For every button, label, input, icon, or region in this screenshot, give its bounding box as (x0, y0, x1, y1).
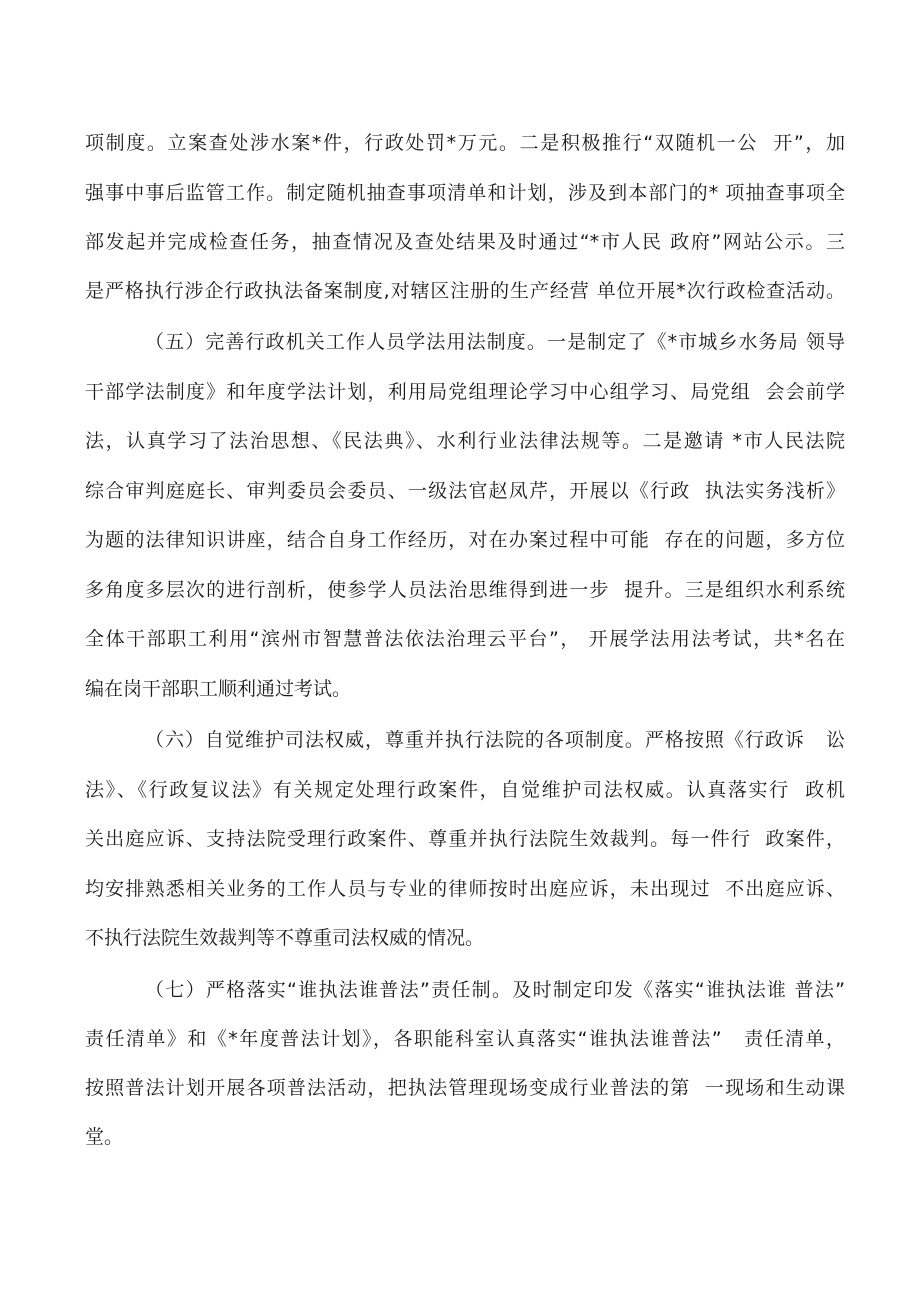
paragraph-3-line-2: 法》、《行政复议法》有关规定处理行政案件，自觉维护司法权威。认真落实行 政机 (85, 779, 845, 801)
paragraph-2-line-8: 编在岗干部职工顺利通过考试。 (85, 678, 352, 700)
paragraph-2-line-3: 法，认真学习了法治思想、《民法典》、水利行业法律法规等。二是邀请 *市人民法院 (85, 430, 845, 452)
paragraph-3-line-1: （六）自觉维护司法权威，尊重并执行法院的各项制度。严格按照《行政诉 讼 (145, 729, 845, 751)
paragraph-4-line-1: （七）严格落实“谁执法谁普法”责任制。及时制定印发《落实“谁执法谁 普法” (145, 979, 845, 1001)
paragraph-2-line-7: 全体干部职工利用“滨州市智慧普法依法治理云平台”， 开展学法用法考试，共*名在 (85, 628, 845, 650)
paragraph-2-line-2: 干部学法制度》和年度学法计划，利用局党组理论学习中心组学习、局党组 会会前学 (85, 381, 845, 403)
paragraph-3-line-5: 不执行法院生效裁判等不尊重司法权威的情况。 (85, 927, 485, 949)
paragraph-4-line-3: 按照普法计划开展各项普法活动，把执法管理现场变成行业普法的第 一现场和生动课 (85, 1077, 845, 1099)
paragraph-2-line-6: 多角度多层次的进行剖析，使参学人员法治思维得到进一步 提升。三是组织水利系统 (85, 579, 845, 601)
paragraph-4-line-4: 堂。 (85, 1126, 124, 1148)
paragraph-3-line-4: 均安排熟悉相关业务的工作人员与专业的律师按时出庭应诉，未出现过 不出庭应诉、 (85, 878, 845, 900)
paragraph-4-line-2: 责任清单》和《*年度普法计划》，各职能科室认真落实“谁执法谁普法” 责任清单， (85, 1028, 845, 1050)
paragraph-3-line-3: 关出庭应诉、支持法院受理行政案件、尊重并执行法院生效裁判。每一件行 政案件， (85, 828, 845, 850)
paragraph-1-line-3: 部发起并完成检查任务，抽查情况及查处结果及时通过“*市人民 政府”网站公示。三 (85, 231, 845, 253)
paragraph-2-line-4: 综合审判庭庭长、审判委员会委员、一级法官赵凤芹，开展以《行政 执法实务浅析》 (85, 480, 845, 502)
paragraph-2-line-5: 为题的法律知识讲座，结合自身工作经历，对在办案过程中可能 存在的问题，多方位 (85, 529, 845, 551)
paragraph-1-line-2: 强事中事后监管工作。制定随机抽查事项清单和计划，涉及到本部门的* 项抽查事项全 (85, 182, 845, 204)
paragraph-2-line-1: （五）完善行政机关工作人员学法用法制度。一是制定了《*市城乡水务局 领导 (145, 331, 845, 353)
paragraph-1-line-1: 项制度。立案查处涉水案*件，行政处罚*万元。二是积极推行“双随机一公 开”，加 (85, 132, 845, 154)
paragraph-1-line-4: 是严格执行涉企行政执法备案制度,对辖区注册的生产经营 单位开展*次行政检查活动。 (85, 280, 845, 302)
